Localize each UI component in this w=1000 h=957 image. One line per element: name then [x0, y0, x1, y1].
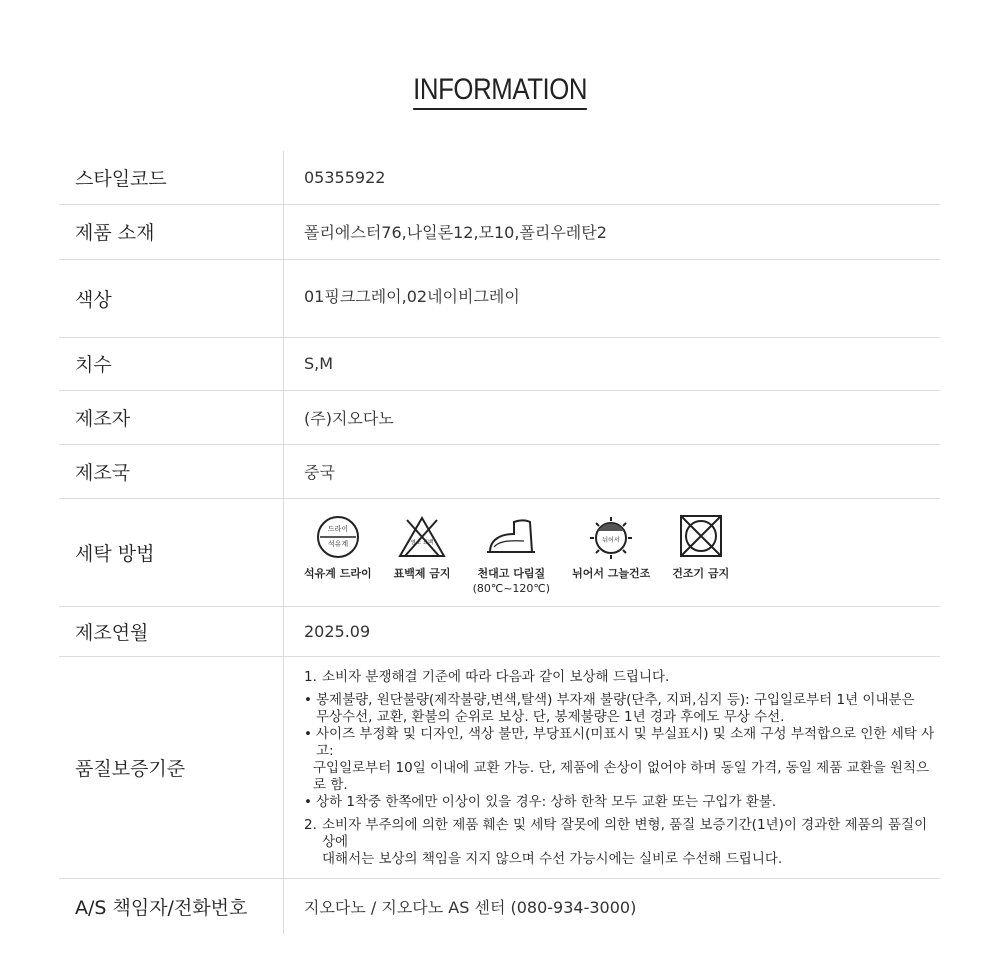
value-warranty	[284, 656, 941, 878]
value-maker: (주)지오다노	[284, 390, 941, 444]
warranty-bullet-2: • 사이즈 부정확 및 디자인, 색상 불만, 부당표시(미표시 및 부실표시) 및 소재 구성 부적합으로 인한 세탁 사고:	[304, 725, 935, 759]
row-maker	[59, 390, 940, 444]
warranty-bullet-2-cont: 구입일로부터 10일 이내에 교환 가능. 단, 제품에 손상이 없어야 하며 동일 가격, 동일 제품 교환을 원칙으로 함.	[313, 759, 930, 793]
value-style-code: 05355922	[284, 151, 941, 204]
wash-icons	[304, 514, 940, 596]
warranty-item-2-cont: 대해서는 보상의 책임을 지지 않으며 수선 가능시에는 실비로 수선해 드립니다.	[322, 850, 783, 867]
wash-caption: 뉘어서 그늘건조	[572, 567, 651, 580]
warranty-item-2: 2. 소비자 부주의에 의한 제품 훼손 및 세탁 잘못에 의한 변형, 품질 보증기간(1년)이 경과한 제품의 품질이상에	[304, 816, 928, 850]
value-color: 01핑크그레이,02네이비그레이	[284, 259, 941, 337]
row-date	[59, 606, 940, 656]
label-size: 치수	[59, 337, 284, 390]
value-date: 2025.09	[284, 606, 941, 656]
row-size	[59, 337, 940, 390]
label-color: 색상	[59, 259, 284, 337]
label-style-code: 스타일코드	[59, 151, 284, 204]
row-wash	[59, 498, 940, 606]
no-bleach-inner: 염소 표백	[410, 540, 434, 546]
no-bleach-icon	[397, 514, 447, 560]
iron-caption-line2: (80℃~120℃)	[472, 582, 551, 595]
value-country: 중국	[284, 444, 941, 498]
dry-clean-inner-bottom: 석유계	[327, 540, 348, 548]
warranty-bullet-1-cont: 무상수선, 교환, 환불의 순위로 보상. 단, 봉제불량은 1년 경과 후에도 무상 수선.	[316, 708, 785, 725]
row-style-code	[59, 151, 940, 204]
dry-clean-petroleum-icon	[315, 514, 361, 560]
value-wash	[284, 498, 941, 606]
title-wrap	[0, 72, 1000, 110]
warranty-bullet-3: • 상하 1착중 한쪽에만 이상이 있을 경우: 상하 한착 모두 교환 또는 구입가 환불.	[304, 793, 777, 810]
page-title: INFORMATION	[413, 72, 587, 110]
label-material: 제품 소재	[59, 204, 284, 259]
label-date: 제조연월	[59, 606, 284, 656]
value-size: S,M	[284, 337, 941, 390]
value-material: 폴리에스터76,나일론12,모10,폴리우레탄2	[284, 204, 941, 259]
value-as: 지오다노 / 지오다노 AS 센터 (080-934-3000)	[304, 897, 637, 917]
label-maker: 제조자	[59, 390, 284, 444]
warranty-text	[304, 657, 940, 878]
row-warranty	[59, 656, 940, 878]
row-as	[59, 878, 940, 934]
wash-caption: 표백제 금지	[393, 567, 451, 580]
no-tumble-dry-icon	[677, 514, 725, 560]
info-table	[59, 151, 940, 934]
wash-item	[304, 514, 372, 581]
wash-item	[572, 514, 650, 581]
label-country: 제조국	[59, 444, 284, 498]
wash-item	[672, 514, 729, 581]
label-as: A/S 책임자/전화번호	[59, 878, 284, 934]
wash-caption	[473, 566, 551, 596]
warranty-bullet-1: • 봉제불량, 원단불량(제작불량,변색,탈색) 부자재 불량(단추, 지퍼,심지 등): 구입일로부터 1년 이내분은	[304, 691, 915, 708]
row-country	[59, 444, 940, 498]
row-material	[59, 204, 940, 259]
label-wash: 세탁 방법	[59, 498, 284, 606]
wash-item	[394, 514, 451, 581]
iron-caption-line1: 천대고 다림질	[477, 567, 546, 580]
warranty-item-1: 1. 소비자 분쟁해결 기준에 따라 다음과 같이 보상해 드립니다.	[304, 668, 670, 685]
iron-medium-icon	[484, 514, 538, 560]
row-color	[59, 259, 940, 337]
dry-clean-inner-top: 드라이	[327, 525, 348, 533]
label-warranty: 품질보증기준	[59, 656, 284, 878]
flat-dry-inner: 뉘어서	[602, 537, 620, 544]
wash-caption: 석유계 드라이	[304, 567, 372, 580]
wash-item	[473, 514, 551, 596]
flat-dry-shade-icon	[586, 514, 636, 560]
wash-caption: 건조기 금지	[672, 567, 730, 580]
